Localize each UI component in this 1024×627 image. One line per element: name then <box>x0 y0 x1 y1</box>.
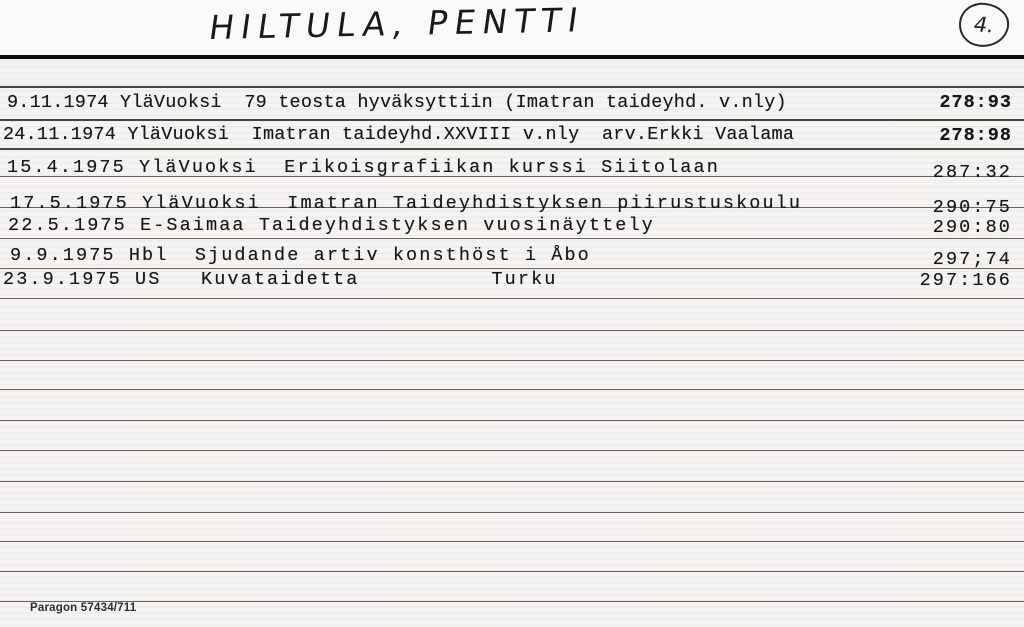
card-row <box>0 93 1024 117</box>
ruled-line <box>0 420 1024 421</box>
entry-reference-number: 290:80 <box>932 217 1012 238</box>
entry-reference-number: 287:32 <box>932 162 1012 183</box>
card-row <box>0 270 1024 294</box>
entry-text: 24.11.1974 YläVuoksi Imatran taideyhd.XXVIII v.nly arv.Erkki Vaalama <box>3 124 795 145</box>
entry-text: 9.11.1974 YläVuoksi 79 teosta hyväksyttiin (Imatran taideyhd. v.nly) <box>7 92 787 113</box>
ruled-line <box>0 571 1024 572</box>
page-number: 4. <box>971 12 997 38</box>
ruled-line <box>0 601 1024 602</box>
entry-text: 9.9.1975 Hbl Sjudande artiv konsthöst i Åbo <box>10 245 591 266</box>
handwritten-title: HILTULA, PENTTI <box>206 0 588 48</box>
ruled-line <box>0 119 1024 121</box>
entry-text: 23.9.1975 US Kuvataidetta Turku <box>3 269 558 290</box>
card-row <box>0 158 1024 182</box>
entry-text: 15.4.1975 YläVuoksi Erikoisgrafiikan kurssi Siitolaan <box>7 157 720 178</box>
ruled-line <box>0 298 1024 299</box>
card-row <box>0 216 1024 240</box>
header-divider <box>0 55 1024 59</box>
entry-reference-number: 278:98 <box>939 125 1012 146</box>
card-stock-number: Paragon 57434/711 <box>30 602 137 614</box>
ruled-line <box>0 330 1024 331</box>
entry-reference-number: 297:166 <box>919 270 1012 291</box>
entry-text: 22.5.1975 E-Saimaa Taideyhdistyksen vuosinäyttely <box>8 215 655 236</box>
entry-reference-number: 278:93 <box>939 92 1012 113</box>
ruled-line <box>0 512 1024 513</box>
entry-reference-number: 297;74 <box>932 249 1012 270</box>
ruled-line <box>0 389 1024 390</box>
card-row <box>0 125 1024 149</box>
ruled-line <box>0 86 1024 88</box>
entry-text: 17.5.1975 YläVuoksi Imatran Taideyhdistyksen piirustuskoulu <box>10 193 803 214</box>
ruled-line <box>0 450 1024 451</box>
ruled-line <box>0 541 1024 542</box>
card-row <box>0 246 1024 270</box>
ruled-line <box>0 360 1024 361</box>
entry-reference-number: 290:75 <box>932 197 1012 218</box>
ruled-line <box>0 481 1024 482</box>
